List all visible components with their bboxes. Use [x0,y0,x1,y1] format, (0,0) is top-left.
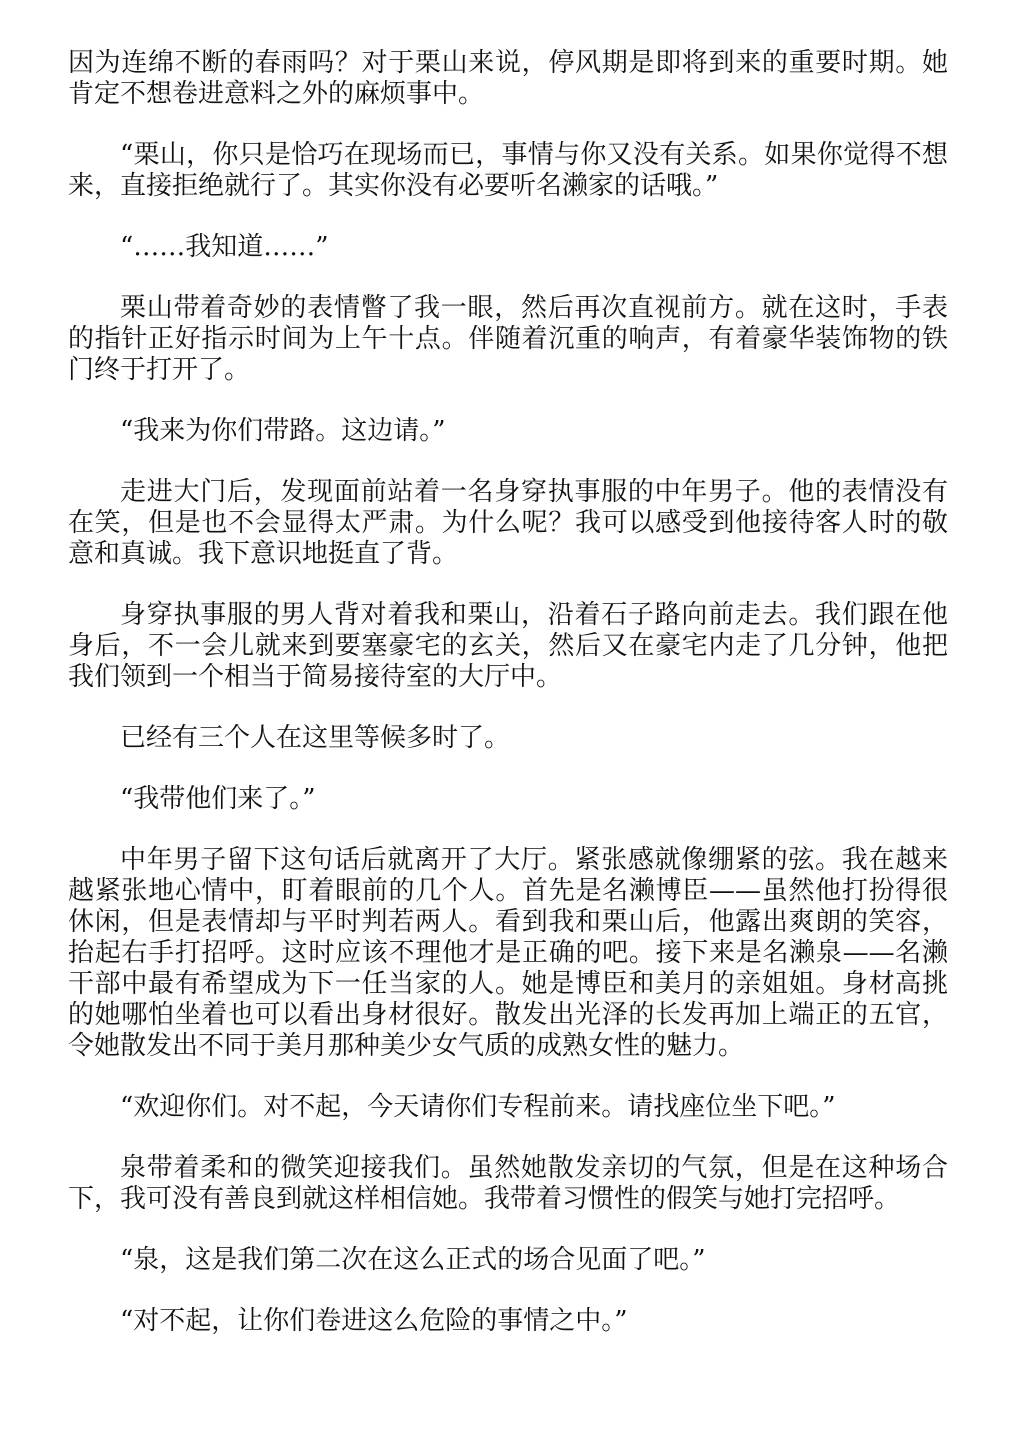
paragraph: “泉，这是我们第二次在这么正式的场合见面了吧。” [120,1245,706,1275]
paragraph: “……我知道……” [120,232,329,262]
paragraph: 中年男子留下这句话后就离开了大厅。紧张感就像绷紧的弦。我在越来越紧张地心情中，盯着眼前的几个人。首先是名濑博臣——虽然他打扮得很休闲，但是表情却与平时判若两人。看到我和栗山后，他露出爽朗的笑容，抬起右手打招呼。这时应该不理他才是正确的吧。接下来是名濑泉——名濑干部中最有希望成为下一任当家的人。她是博臣和美月的亲姐姐。身材高挑的她哪怕坐着也可以看出身材很好。散发出光泽的长发再加上端正的五官，令她散发出不同于美月那种美少女气质的成熟女性的魅力。 [68,845,948,1061]
paragraph: 栗山带着奇妙的表情瞥了我一眼，然后再次直视前方。就在这时，手表的指针正好指示时间为上午十点。伴随着沉重的响声，有着豪华装饰物的铁门终于打开了。 [68,293,948,385]
paragraph: “栗山，你只是恰巧在现场而已，事情与你又没有关系。如果你觉得不想来，直接拒绝就行了。其实你没有必要听名濑家的话哦。” [68,140,948,201]
paragraph: 走进大门后，发现面前站着一名身穿执事服的中年男子。他的表情没有在笑，但是也不会显得太严肃。为什么呢？我可以感受到他接待客人时的敬意和真诚。我下意识地挺直了背。 [68,477,948,569]
paragraph: 已经有三个人在这里等候多时了。 [120,723,511,753]
paragraph: “我带他们来了。” [120,784,316,814]
paragraph: “对不起，让你们卷进这么危险的事情之中。” [120,1306,628,1336]
paragraph: 泉带着柔和的微笑迎接我们。虽然她散发亲切的气氛，但是在这种场合下，我可没有善良到就这样相信她。我带着习惯性的假笑与她打完招呼。 [68,1153,948,1214]
paragraph: “欢迎你们。对不起，今天请你们专程前来。请找座位坐下吧。” [120,1092,836,1122]
paragraph: “我来为你们带路。这边请。” [120,416,446,446]
paragraph: 因为连绵不断的春雨吗？对于栗山来说，停风期是即将到来的重要时期。她肯定不想卷进意料之外的麻烦事中。 [68,48,948,109]
document-page [68,48,948,1367]
paragraph: 身穿执事服的男人背对着我和栗山，沿着石子路向前走去。我们跟在他身后，不一会儿就来到要塞豪宅的玄关，然后又在豪宅内走了几分钟，他把我们领到一个相当于简易接待室的大厅中。 [68,600,948,692]
